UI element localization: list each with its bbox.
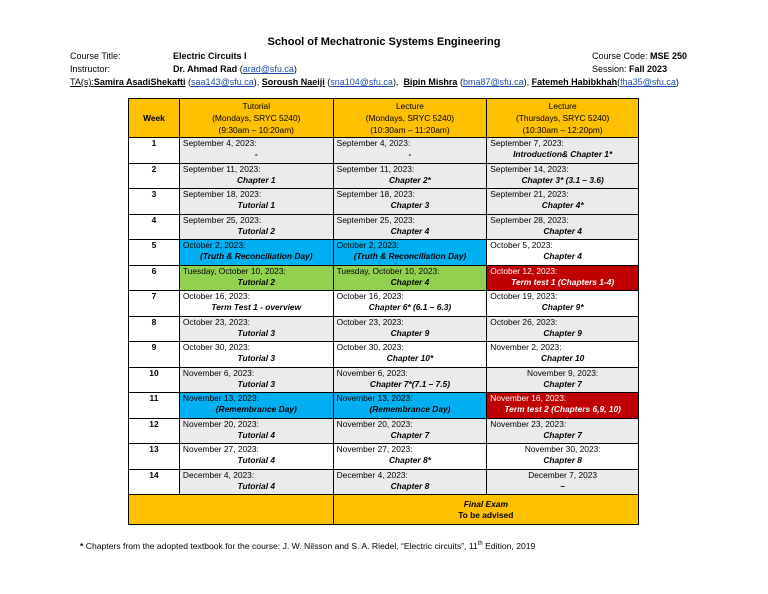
table-row xyxy=(129,316,639,342)
schedule-cell xyxy=(333,469,487,495)
cell-topic: Term test 2 (Chapters 6,9, 10) xyxy=(504,404,621,414)
schedule-cell xyxy=(179,444,333,470)
ta-email-link[interactable]: bma87@sfu.ca xyxy=(462,77,524,87)
course-title-label: Course Title: xyxy=(70,51,121,61)
cell-date: November 13, 2023: xyxy=(182,393,259,403)
cell-topic: Tutorial 3 xyxy=(237,353,276,363)
cell-topic: (Remembrance Day) xyxy=(215,404,297,414)
schedule-cell xyxy=(179,316,333,342)
schedule-cell xyxy=(333,342,487,368)
cell-topic: Introduction& Chapter 1* xyxy=(513,149,613,159)
schedule-cell xyxy=(179,189,333,215)
instructor-label: Instructor: xyxy=(70,64,111,74)
cell-date: September 11, 2023: xyxy=(336,163,415,174)
course-title-value: Electric Circuits I xyxy=(173,51,247,61)
week-number: 6 xyxy=(129,265,180,291)
column-header-line: Lecture xyxy=(395,101,424,111)
instructor-email-link[interactable]: arad@sfu.ca xyxy=(242,64,294,74)
week-number: 12 xyxy=(129,418,180,444)
week-header: Week xyxy=(129,99,180,138)
course-code-value: MSE 250 xyxy=(650,51,688,61)
cell-date: November 2, 2023: xyxy=(490,342,562,352)
cell-date: November 20, 2023: xyxy=(182,418,259,429)
table-row xyxy=(129,240,639,266)
final-exam-cell xyxy=(333,495,638,525)
week-number: 5 xyxy=(129,240,180,266)
schedule-cell xyxy=(487,316,639,342)
table-row xyxy=(129,163,639,189)
schedule-cell xyxy=(487,444,639,470)
cell-topic: Chapter 3 xyxy=(390,200,430,210)
cell-date: December 7, 2023 xyxy=(528,469,598,480)
cell-topic: Tutorial 4 xyxy=(237,455,276,465)
week-number: 11 xyxy=(129,393,180,419)
table-header-row xyxy=(129,99,639,138)
cell-topic: Chapter 1 xyxy=(236,174,276,185)
page-title: School of Mechatronic Systems Engineering xyxy=(267,36,501,48)
cell-date: September 14, 2023: xyxy=(490,163,569,174)
final-exam-note: To be advised xyxy=(458,509,514,520)
cell-topic: Chapter 8 xyxy=(390,480,430,491)
cell-date: November 30, 2023: xyxy=(524,444,601,454)
final-exam-row xyxy=(129,495,639,525)
cell-topic: Chapter 8* xyxy=(389,455,431,465)
schedule-cell xyxy=(333,240,487,266)
cell-topic: Tutorial 2 xyxy=(237,225,276,236)
cell-date: October 30, 2023: xyxy=(182,342,250,352)
column-header-line: (10:30am – 12:20pm) xyxy=(522,125,603,135)
cell-date: September 28, 2023: xyxy=(490,214,569,225)
cell-date: September 25, 2023: xyxy=(182,214,262,225)
cell-date: October 2, 2023: xyxy=(336,240,399,250)
cell-date: October 23, 2023: xyxy=(182,316,250,327)
schedule-cell xyxy=(487,342,639,368)
schedule-cell xyxy=(179,393,333,419)
cell-topic: Chapter 4* xyxy=(541,200,584,210)
cell-topic: Tutorial 3 xyxy=(237,327,276,338)
schedule-cell xyxy=(487,291,639,317)
final-exam-title: Final Exam xyxy=(463,498,508,509)
final-exam-spacer xyxy=(129,495,334,525)
cell-topic: Chapter 4 xyxy=(543,251,582,261)
cell-topic: Chapter 7 xyxy=(543,429,582,440)
ta-email-link[interactable]: saa143@sfu.ca xyxy=(191,77,254,87)
course-code-label: Course Code: xyxy=(592,51,648,61)
column-header-line: (9:30am – 10:20am) xyxy=(218,125,294,135)
cell-date: October 12, 2023: xyxy=(490,265,558,276)
column-header-line: (Mondays, SRYC 5240) xyxy=(212,113,301,123)
column-header-line: Tutorial xyxy=(242,101,271,111)
schedule-cell xyxy=(333,265,487,291)
week-number: 1 xyxy=(129,138,180,164)
cell-date: October 26, 2023: xyxy=(490,316,558,327)
week-number: 8 xyxy=(129,316,180,342)
schedule-cell xyxy=(179,214,333,240)
schedule-cell xyxy=(333,367,487,393)
cell-topic: Chapter 2* xyxy=(389,174,431,185)
cell-topic: Tutorial 3 xyxy=(237,378,276,389)
cell-date: September 4, 2023: xyxy=(336,138,411,148)
ta-email-link[interactable]: fha35@sfu.ca xyxy=(620,77,676,87)
schedule-cell xyxy=(333,291,487,317)
schedule-cell xyxy=(333,163,487,189)
cell-topic: Chapter 4 xyxy=(543,225,582,236)
cell-date: November 13, 2023: xyxy=(336,393,413,403)
schedule-cell xyxy=(179,418,333,444)
session-label: Session: xyxy=(592,64,627,74)
cell-date: September 18, 2023: xyxy=(182,189,262,199)
cell-topic: Chapter 7*(7.1 – 7.5) xyxy=(369,378,450,389)
footnote-text: Chapters from the adopted textbook for the course: J. W. Nilsson and S. A. Riedel, “Electric circuits”, 11 xyxy=(85,541,478,551)
session xyxy=(592,63,667,76)
table-row xyxy=(129,214,639,240)
cell-topic: - xyxy=(254,149,258,159)
cell-date: Tuesday, October 10, 2023: xyxy=(336,265,440,276)
week-number: 14 xyxy=(129,469,180,495)
week-number: 2 xyxy=(129,163,180,189)
schedule-cell xyxy=(487,418,639,444)
cell-topic: (Remembrance Day) xyxy=(369,404,451,414)
cell-date: September 7, 2023: xyxy=(490,138,564,148)
schedule-table xyxy=(128,98,639,525)
cell-topic: Tutorial 2 xyxy=(237,276,276,287)
schedule-cell xyxy=(333,189,487,215)
cell-date: November 9, 2023: xyxy=(527,367,599,378)
cell-date: Tuesday, October 10, 2023: xyxy=(182,265,286,276)
schedule-cell xyxy=(487,240,639,266)
column-header-line: (Mondays, SRYC 5240) xyxy=(365,113,455,123)
schedule-cell xyxy=(487,469,639,495)
schedule-rows xyxy=(129,138,639,495)
footnote-star: * xyxy=(80,541,84,551)
table-row xyxy=(129,265,639,291)
week-number: 13 xyxy=(129,444,180,470)
table-row xyxy=(129,444,639,470)
schedule-cell xyxy=(333,444,487,470)
ta-email-link[interactable]: sna104@sfu.ca xyxy=(330,77,393,87)
cell-date: September 21, 2023: xyxy=(490,189,569,199)
schedule-cell xyxy=(487,163,639,189)
ta-name: Bipin Mishra xyxy=(403,77,458,87)
table-row xyxy=(129,367,639,393)
footnote-text-end: Edition, 2019 xyxy=(482,541,536,551)
week-number: 3 xyxy=(129,189,180,215)
cell-topic: (Truth & Reconciliation Day) xyxy=(200,251,313,261)
cell-date: September 11, 2023: xyxy=(182,163,261,174)
cell-topic: (Truth & Reconciliation Day) xyxy=(353,251,467,261)
table-row xyxy=(129,393,639,419)
ta-name: Soroush Naeiji xyxy=(261,77,325,87)
schedule-cell xyxy=(333,393,487,419)
column-header-tutorial xyxy=(179,99,333,138)
cell-topic: Chapter 9 xyxy=(543,327,582,338)
table-row xyxy=(129,418,639,444)
cell-date: November 6, 2023: xyxy=(336,367,408,378)
cell-topic: Chapter 9 xyxy=(390,327,430,338)
cell-date: October 2, 2023: xyxy=(182,240,246,250)
cell-topic: Tutorial 1 xyxy=(237,200,276,210)
cell-topic: Chapter 3* (3.1 – 3.6) xyxy=(521,174,604,185)
cell-date: October 30, 2023: xyxy=(336,342,404,352)
schedule-cell xyxy=(333,214,487,240)
cell-date: October 19, 2023: xyxy=(490,291,558,301)
cell-topic: Chapter 4 xyxy=(390,225,430,236)
week-number: 4 xyxy=(129,214,180,240)
schedule-cell xyxy=(487,367,639,393)
table-row xyxy=(129,342,639,368)
cell-topic: Term test 1 (Chapters 1-4) xyxy=(511,276,615,287)
week-number: 7 xyxy=(129,291,180,317)
cell-topic: - xyxy=(408,149,412,159)
cell-date: November 20, 2023: xyxy=(336,418,413,429)
schedule-cell xyxy=(179,469,333,495)
table-row xyxy=(129,138,639,164)
instructor-name: Dr. Ahmad Rad xyxy=(173,64,238,74)
cell-date: November 16, 2023: xyxy=(490,393,567,403)
cell-date: November 27, 2023: xyxy=(182,444,259,454)
schedule-cell xyxy=(179,265,333,291)
column-header-line: Lecture xyxy=(548,101,577,111)
cell-topic: Tutorial 4 xyxy=(237,480,276,491)
week-number: 9 xyxy=(129,342,180,368)
schedule-cell xyxy=(333,138,487,164)
cell-topic: Chapter 4 xyxy=(390,276,430,287)
column-header-line: (Thursdays, SRYC 5240) xyxy=(515,113,610,123)
schedule-cell xyxy=(179,291,333,317)
table-row xyxy=(129,189,639,215)
cell-date: December 4, 2023: xyxy=(336,469,408,480)
week-number: 10 xyxy=(129,367,180,393)
footnote-sup: th xyxy=(477,541,483,548)
cell-topic: Chapter 7 xyxy=(543,378,582,389)
cell-date: October 5, 2023: xyxy=(490,240,553,250)
session-value: Fall 2023 xyxy=(629,64,668,74)
table-row xyxy=(129,469,639,495)
schedule-cell xyxy=(179,342,333,368)
schedule-cell xyxy=(487,393,639,419)
ta-list: TA(s):Samira AsadiShekafti (saa143@sfu.ca), Soroush Naeiji (sna104@sfu.ca), Bipin Mishra (bma87@sfu.ca), Fatemeh Habibkhah(fha35@sfu.ca) xyxy=(70,77,679,87)
cell-topic: Chapter 7 xyxy=(390,429,430,440)
ta-label: TA(s): xyxy=(70,77,94,87)
schedule-cell xyxy=(179,240,333,266)
schedule-cell xyxy=(487,214,639,240)
cell-date: October 23, 2023: xyxy=(336,316,404,327)
cell-date: November 6, 2023: xyxy=(182,367,255,378)
cell-topic: Chapter 6* (6.1 – 6.3) xyxy=(368,302,452,312)
column-header-line: (10:30am – 11:20am) xyxy=(370,125,450,135)
course-code xyxy=(592,50,687,63)
schedule-cell xyxy=(487,189,639,215)
cell-date: November 23, 2023: xyxy=(490,418,567,429)
schedule-cell xyxy=(487,265,639,291)
column-header-monday-lecture xyxy=(333,99,487,138)
ta-name: Samira AsadiShekafti xyxy=(93,77,186,87)
ta-name: Fatemeh Habibkhah xyxy=(531,77,618,87)
cell-topic: Tutorial 4 xyxy=(237,429,276,440)
schedule-cell xyxy=(179,138,333,164)
schedule-cell xyxy=(179,163,333,189)
footnote xyxy=(80,541,535,551)
schedule-cell xyxy=(179,367,333,393)
cell-date: September 25, 2023: xyxy=(336,214,415,225)
cell-topic: Chapter 8 xyxy=(543,455,582,465)
schedule-cell xyxy=(487,138,639,164)
schedule-cell xyxy=(333,418,487,444)
cell-date: November 27, 2023: xyxy=(336,444,413,454)
table-row xyxy=(129,291,639,317)
cell-date: September 4, 2023: xyxy=(182,138,257,148)
cell-topic: Chapter 9* xyxy=(541,302,584,312)
cell-topic: Term Test 1 - overview xyxy=(211,302,302,312)
instructor: Dr. Ahmad Rad (arad@sfu.ca) xyxy=(173,64,297,74)
cell-topic: – xyxy=(560,480,565,491)
cell-topic: Chapter 10 xyxy=(541,353,585,363)
schedule-cell xyxy=(333,316,487,342)
cell-date: October 16, 2023: xyxy=(182,291,250,301)
column-header-thursday-lecture xyxy=(487,99,639,138)
cell-date: September 18, 2023: xyxy=(336,189,415,199)
cell-date: December 4, 2023: xyxy=(182,469,255,480)
cell-date: October 16, 2023: xyxy=(336,291,404,301)
cell-topic: Chapter 10* xyxy=(386,353,434,363)
